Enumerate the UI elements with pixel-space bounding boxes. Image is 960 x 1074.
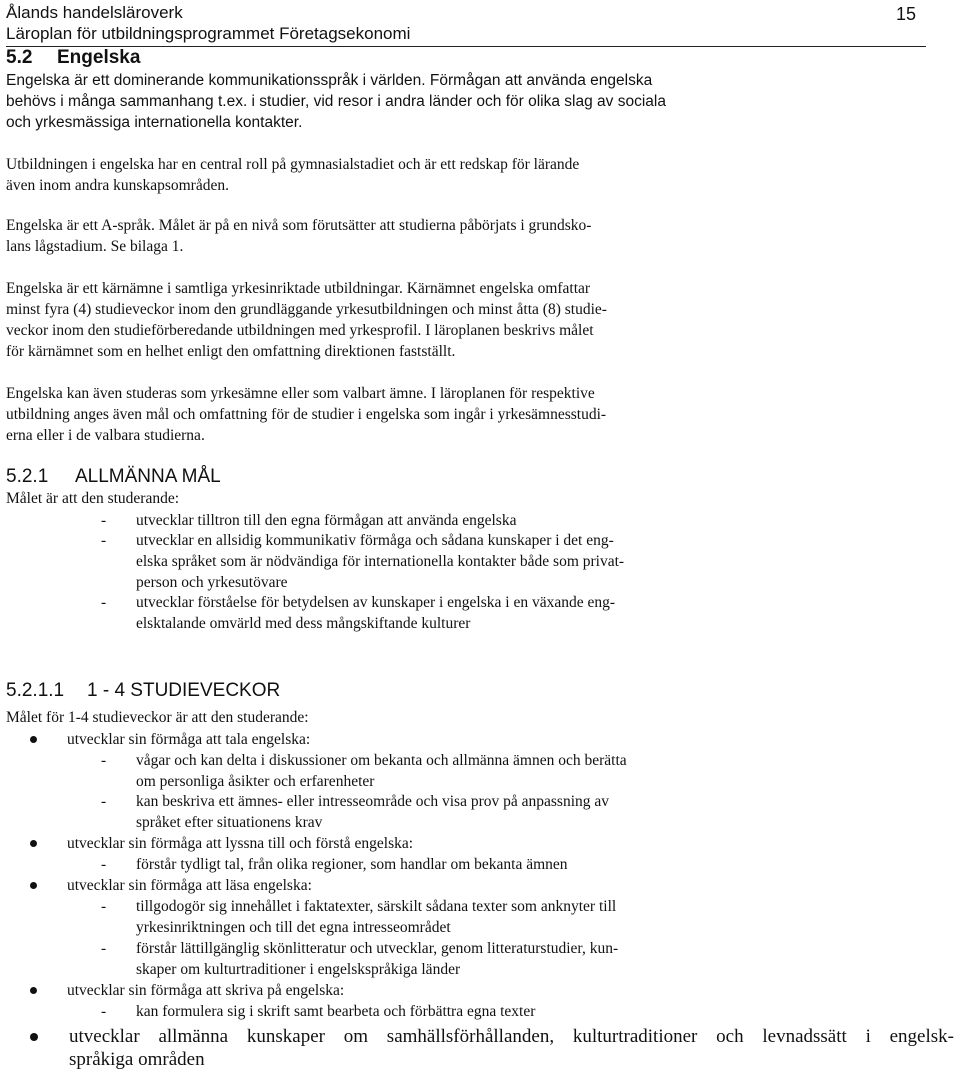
item-line: vågar och kan delta i diskussioner om bekanta och allmänna ämnen och berätta	[136, 752, 627, 769]
section-heading	[6, 47, 140, 69]
paragraph-line: och yrkesmässiga internationella kontakter.	[6, 114, 303, 131]
subsection-title: 1 - 4 STUDIEVECKOR	[87, 680, 281, 701]
paragraph-line: utbildning anges även mål och omfattning för de studier i engelska som ingår i yrkesämnesstudi-	[6, 406, 607, 423]
subsection-title: ALLMÄNNA MÅL	[75, 466, 221, 487]
dash-marker: -	[101, 594, 107, 611]
subsection-heading-general-goals	[6, 466, 221, 488]
header-curriculum-title: Läroplan för utbildningsprogrammet Företagsekonomi	[6, 24, 411, 43]
bullet-text: utvecklar sin förmåga att skriva på engelska:	[67, 982, 345, 999]
item-line: kan beskriva ett ämnes- eller intresseområde och visa prov på anpassning av	[136, 793, 610, 810]
dash-marker: -	[101, 1003, 107, 1020]
dash-marker: -	[101, 856, 107, 873]
item-line: förstår tydligt tal, från olika regioner, som handlar om bekanta ämnen	[136, 856, 568, 873]
item-line: utvecklar en allsidig kommunikativ förmåga och sådana kunskaper i det eng-	[136, 532, 614, 549]
bullet-icon	[30, 840, 37, 847]
section-title: Engelska	[57, 47, 141, 68]
paragraph-line: Engelska är ett kärnämne i samtliga yrkesinriktade utbildningar. Kärnämnet engelska omfattar	[6, 280, 591, 297]
paragraph-5	[6, 383, 706, 446]
paragraph-line: Engelska kan även studeras som yrkesämne eller som valbart ämne. I läroplanen för respektive	[6, 385, 595, 402]
paragraph-line: Engelska är ett dominerande kommunikationsspråk i världen. Förmågan att använda engelska	[6, 72, 653, 89]
paragraph-line: för kärnämnet som en helhet enligt den omfattning direktionen fastställt.	[6, 343, 456, 360]
page-header	[6, 2, 926, 47]
bullet-line: utvecklar allmänna kunskaper om samhällsförhållanden, kulturtraditioner och levnadssätt i engelsk-	[69, 1026, 954, 1047]
item-line: förstår lättillgänglig skönlitteratur och utvecklar, genom litteraturstudier, kun-	[136, 940, 619, 957]
subsection-number: 5.2.1	[6, 466, 49, 487]
item-line: yrkesinriktningen och till det egna intresseområdet	[136, 919, 451, 936]
item-line: elsktalande omvärld med dess mångskiftande kulturer	[136, 615, 471, 632]
item-line: utvecklar förståelse för betydelsen av kunskaper i engelska i en växande eng-	[136, 594, 616, 611]
paragraph-line: erna eller i de valbara studierna.	[6, 427, 205, 444]
bullet-icon	[30, 1033, 38, 1041]
paragraph-line: Utbildningen i engelska har en central roll på gymnasialstadiet och är ett redskap för lärande	[6, 156, 580, 173]
paragraph-2	[6, 154, 706, 196]
paragraph-line: veckor inom den studieförberedande utbildningen med yrkesprofil. I läroplanen beskrivs målet	[6, 322, 594, 339]
page-number: 15	[895, 4, 916, 24]
paragraph-line: Engelska är ett A-språk. Målet är på en nivå som förutsätter att studierna påbörjats i grundsko-	[6, 217, 592, 234]
item-line: utvecklar tilltron till den egna förmågan att använda engelska	[136, 512, 517, 529]
study-weeks-intro	[6, 707, 706, 728]
subsection-heading-study-weeks	[6, 680, 280, 702]
header-school-name: Ålands handelsläroverk	[6, 3, 183, 22]
general-goals-intro	[6, 488, 706, 509]
dash-marker: -	[101, 512, 107, 529]
paragraph-1	[6, 70, 706, 133]
paragraph-line: även inom andra kunskapsområden.	[6, 177, 229, 194]
bullet-icon	[30, 987, 37, 994]
item-line: tillgodogör sig innehållet i faktatexter, särskilt sådana texter som anknyter till	[136, 898, 617, 915]
paragraph-3	[6, 215, 706, 257]
section-number: 5.2	[6, 47, 33, 68]
paragraph-line: lans lågstadium. Se bilaga 1.	[6, 238, 184, 255]
intro-text: Målet är att den studerande:	[6, 490, 180, 507]
dash-marker: -	[101, 940, 107, 957]
dash-marker: -	[101, 752, 107, 769]
paragraph-line: minst fyra (4) studieveckor inom den grundläggande yrkesutbildningen och minst åtta (8) studie-	[6, 301, 607, 318]
item-line: person och yrkesutövare	[136, 574, 288, 591]
dash-marker: -	[101, 532, 107, 549]
dash-marker: -	[101, 898, 107, 915]
bullet-text: utvecklar sin förmåga att lyssna till och förstå engelska:	[67, 835, 414, 852]
bullet-icon	[30, 736, 37, 743]
subsection-number: 5.2.1.1	[6, 680, 65, 701]
intro-text: Målet för 1-4 studieveckor är att den studerande:	[6, 709, 309, 726]
item-line: om personliga åsikter och erfarenheter	[136, 773, 375, 790]
paragraph-4	[6, 278, 706, 362]
bullet-line: språkiga områden	[69, 1049, 205, 1070]
item-line: elska språket som är nödvändiga för internationella kontakter både som privat-	[136, 553, 625, 570]
bullet-text: utvecklar sin förmåga att läsa engelska:	[67, 877, 312, 894]
bullet-icon	[30, 882, 37, 889]
item-line: kan formulera sig i skrift samt bearbeta och förbättra egna texter	[136, 1003, 536, 1020]
dash-marker: -	[101, 793, 107, 810]
paragraph-line: behövs i många sammanhang t.ex. i studier, vid resor i andra länder och för olika slag av sociala	[6, 93, 666, 110]
bullet-text: utvecklar sin förmåga att tala engelska:	[67, 731, 311, 748]
item-line: skaper om kulturtraditioner i engelskspråkiga länder	[136, 961, 461, 978]
item-line: språket efter situationens krav	[136, 814, 323, 831]
